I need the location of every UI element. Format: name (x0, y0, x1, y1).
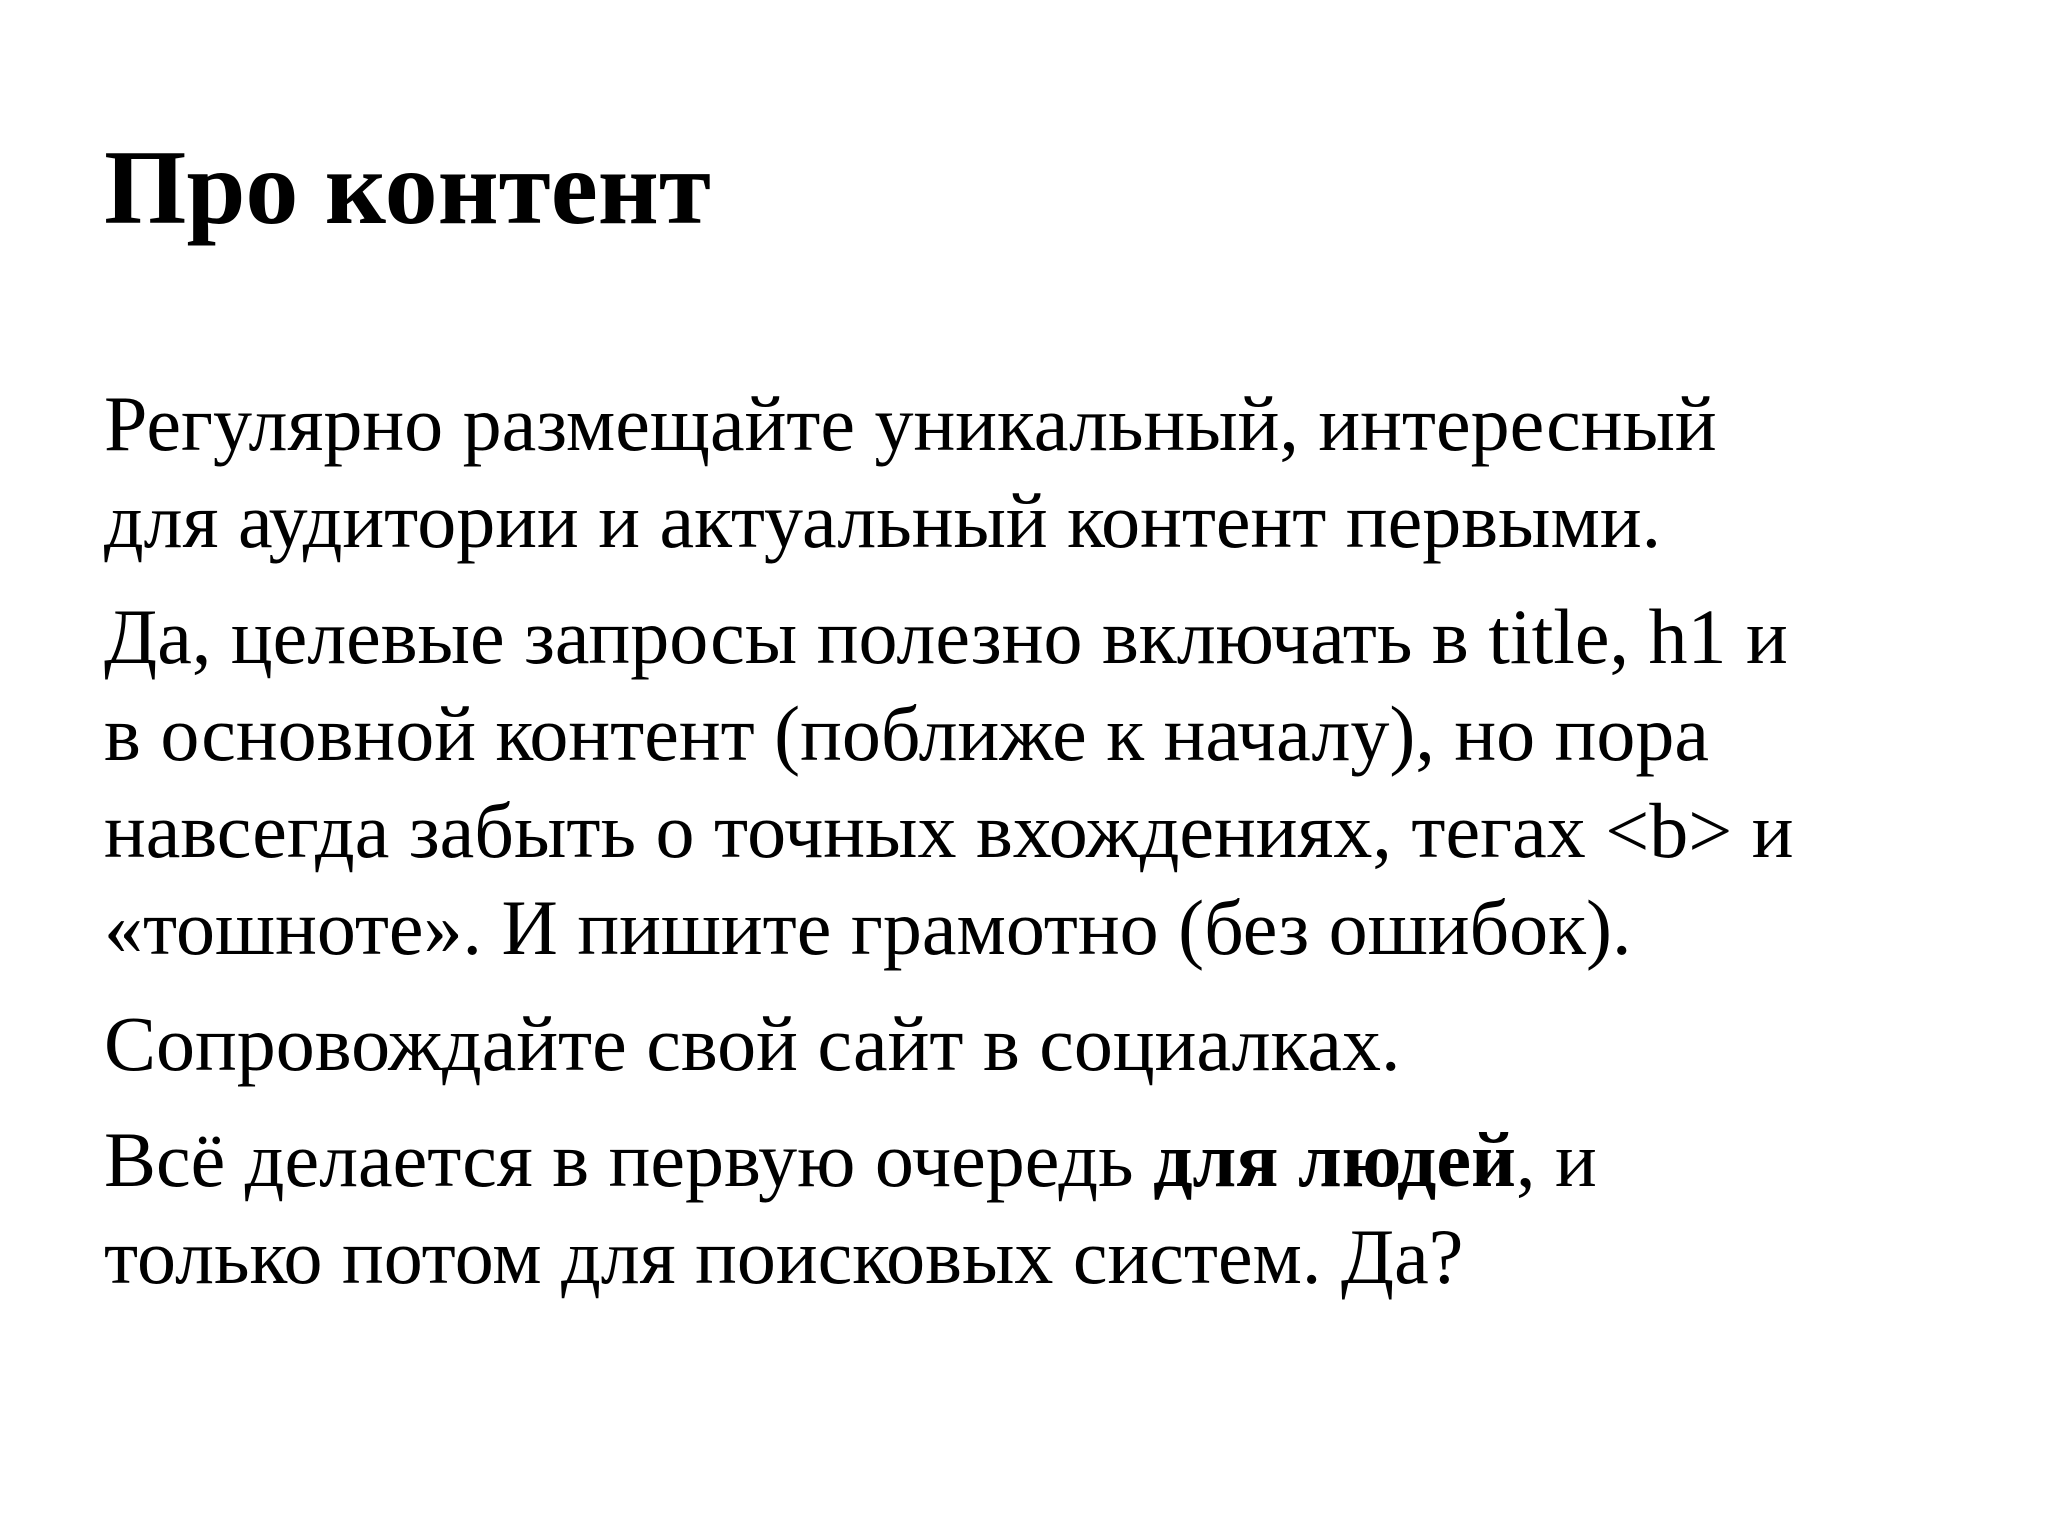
text-line: Сопровождайте свой сайт в социалках. (104, 1000, 1401, 1087)
text-line: только потом для поисковых систем. Да? (104, 1213, 1464, 1300)
text-line: в основной контент (поближе к началу), но пора (104, 690, 1709, 777)
paragraph-unique-content (104, 375, 1984, 569)
paragraph-for-people (104, 1111, 1984, 1305)
slide-body (104, 375, 1984, 1324)
text-line: для аудитории и актуальный контент первыми. (104, 477, 1662, 564)
text-line: Регулярно размещайте уникальный, интересный (104, 380, 1717, 467)
paragraph-social-media (104, 995, 1984, 1092)
emphasis-for-people: для людей (1153, 1116, 1516, 1203)
paragraph-target-queries (104, 588, 1984, 976)
text-fragment: Всё делается в первую очередь (104, 1116, 1154, 1203)
text-line: Да, целевые запросы полезно включать в title, h1 и (104, 593, 1788, 680)
slide-title: Про контент (104, 129, 711, 246)
text-line: навсегда забыть о точных вхождениях, тегах <b> и (104, 787, 1794, 874)
text-fragment: , и (1515, 1116, 1597, 1203)
text-line (104, 1111, 1984, 1208)
text-line: «тошноте». И пишите грамотно (без ошибок). (104, 884, 1632, 971)
